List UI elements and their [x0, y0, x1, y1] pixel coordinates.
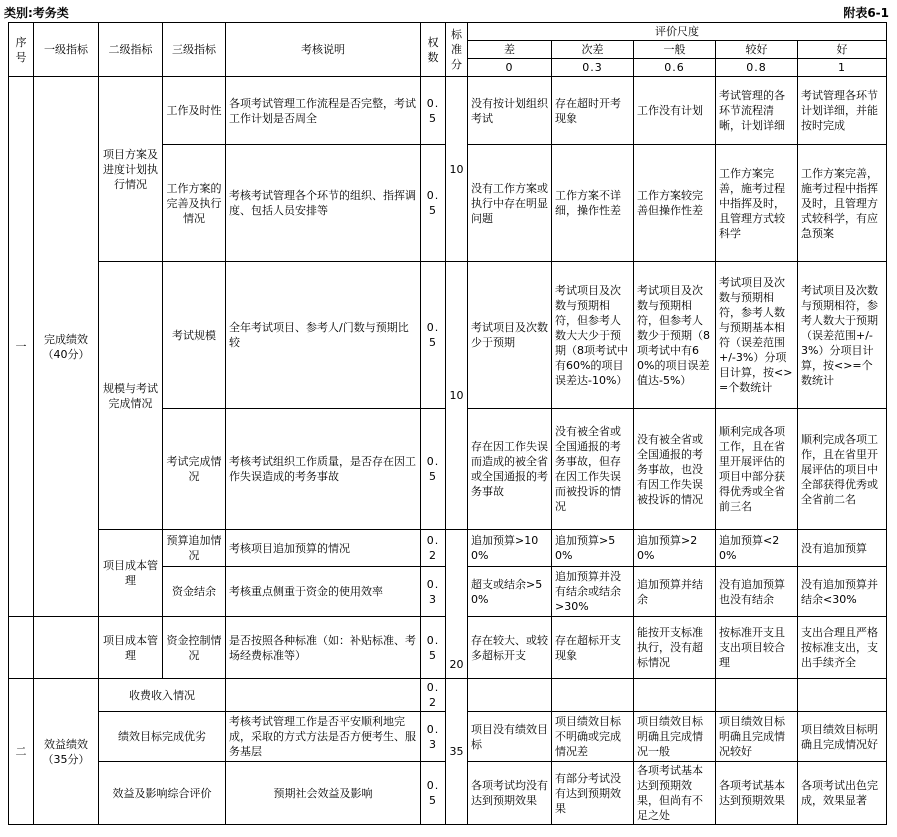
grade-value: 0.8 [716, 59, 798, 77]
grade-cell: 追加预算并结余 [634, 567, 716, 617]
grade-cell: 考试项目及次数与预期相符，参考人数与预期基本相符（误差范围+/-3%）分项目计算，按<>=个数统计 [716, 262, 798, 409]
desc-cell: 是否按照各种标准（如：补贴标准、考场经费标准等） [226, 617, 421, 679]
grade-cell: 没有被全省或全国通报的考务事故，也没有因工作失误被投诉的情况 [634, 409, 716, 530]
grade-cell: 存在超标开支现象 [552, 617, 634, 679]
mid-level2: 项目成本管理 [99, 617, 163, 679]
grade-cell: 项目绩效目标不明确或完成情况差 [552, 712, 634, 762]
grade-cell: 顺利完成各项工作，且在省里开展评估的项目中全部获得优秀或全省前二名 [798, 409, 887, 530]
grade-cell [468, 679, 552, 712]
grade-cell: 存在超时开考现象 [552, 77, 634, 145]
empty-level1-cell [34, 617, 99, 679]
grade-cell: 各项考试均没有达到预期效果 [468, 762, 552, 825]
grade-cell: 项目绩效目标明确且完成情况一般 [634, 712, 716, 762]
grade-cell: 项目绩效目标明确且完成情况较好 [716, 712, 798, 762]
grade-cell [716, 679, 798, 712]
desc-cell: 预期社会效益及影响 [226, 762, 421, 825]
weight-cell: 0.2 [421, 679, 446, 712]
grade-cell: 没有被全省或全国通报的考务事故，但存在因工作失误而被投诉的情况 [552, 409, 634, 530]
grade-cell: 考试管理的各环节流程清晰，计划详细 [716, 77, 798, 145]
grade-cell: 考试管理各环节计划详细，并能按时完成 [798, 77, 887, 145]
level3-cell: 考试完成情况 [163, 409, 226, 530]
desc-cell: 考核重点侧重于资金的使用效率 [226, 567, 421, 617]
grade-cell: 没有追加预算并结余<30% [798, 567, 887, 617]
level3-cell: 资金控制情况 [163, 617, 226, 679]
header-seq: 序号 [9, 23, 34, 77]
grade-cell: 工作方案不详细，操作性差 [552, 145, 634, 262]
weight-cell: 0.5 [421, 409, 446, 530]
grade-cell: 考试项目及次数与预期相符，但参考人数大大少于预期（8项考试中有60%的项目误差达-10%） [552, 262, 634, 409]
grade-cell: 工作方案完善，施考过程中指挥及时，且管理方式较科学，有应急预案 [798, 145, 887, 262]
grade-value: 0.3 [552, 59, 634, 77]
header-scale: 评价尺度 [468, 23, 887, 41]
header-row-top [9, 23, 887, 41]
grade-label: 差 [468, 41, 552, 59]
weight-cell: 0.5 [421, 145, 446, 262]
level3-cell: 考试规模 [163, 262, 226, 409]
groupC-standard: 20 [446, 530, 468, 679]
empty-seq-cell [9, 617, 34, 679]
grade-label: 好 [798, 41, 887, 59]
grade-label: 较好 [716, 41, 798, 59]
desc-cell: 各项考试管理工作流程是否完整，考试工作计划是否周全 [226, 77, 421, 145]
assessment-table [8, 22, 887, 825]
weight-cell: 0.5 [421, 762, 446, 825]
header-level3: 三级指标 [163, 23, 226, 77]
grade-value: 1 [798, 59, 887, 77]
grade-cell: 存在因工作失误而造成的被全省或全国通报的考务事故 [468, 409, 552, 530]
grade-label: 一般 [634, 41, 716, 59]
groupB-level2: 规模与考试完成情况 [99, 262, 163, 530]
grade-value: 0.6 [634, 59, 716, 77]
section2-item-label: 绩效目标完成优劣 [99, 712, 226, 762]
grade-cell: 没有追加预算也没有结余 [716, 567, 798, 617]
weight-cell: 0.3 [421, 567, 446, 617]
grade-cell: 有部分考试没有达到预期效果 [552, 762, 634, 825]
grade-cell: 考试项目及次数少于预期 [468, 262, 552, 409]
section2-item-label: 收费收入情况 [99, 679, 226, 712]
grade-cell: 存在较大、或较多超标开支 [468, 617, 552, 679]
grade-cell: 追加预算>100% [468, 530, 552, 567]
grade-cell: 追加预算并没有结余或结余>30% [552, 567, 634, 617]
grade-cell: 项目没有绩效目标 [468, 712, 552, 762]
desc-cell: 考核考试管理各个环节的组织、指挥调度、包括人员安排等 [226, 145, 421, 262]
grade-cell: 各项考试基本达到预期效果，但尚有不足之处 [634, 762, 716, 825]
grade-cell: 各项考试出色完成，效果显著 [798, 762, 887, 825]
grade-cell: 超支或结余>50% [468, 567, 552, 617]
groupA-level2: 项目方案及进度计划执行情况 [99, 77, 163, 262]
section2-seq: 二 [9, 679, 34, 825]
grade-cell: 考试项目及次数与预期相符，参考人数大于预期（误差范围+/-3%）分项目计算，按<>=个数统计 [798, 262, 887, 409]
desc-cell [226, 679, 421, 712]
level3-cell: 预算追加情况 [163, 530, 226, 567]
grade-cell: 没有按计划组织考试 [468, 77, 552, 145]
section2-standard: 35 [446, 679, 468, 825]
header-weight: 权数 [421, 23, 446, 77]
grade-cell: 顺利完成各项工作，且在省里开展评估的项目中部分获得优秀或全省前三名 [716, 409, 798, 530]
grade-value: 0 [468, 59, 552, 77]
weight-cell: 0.5 [421, 617, 446, 679]
desc-cell: 考核考试组织工作质量，是否存在因工作失误造成的考务事故 [226, 409, 421, 530]
groupB-standard: 10 [446, 262, 468, 530]
grade-cell: 考试项目及次数与预期相符，但参考人数少于预期（8项考试中有60%的项目误差值达-5%） [634, 262, 716, 409]
weight-cell: 0.2 [421, 530, 446, 567]
section1-level1: 完成绩效（40分） [34, 77, 99, 617]
grade-label: 次差 [552, 41, 634, 59]
section2-item-label: 效益及影响综合评价 [99, 762, 226, 825]
weight-cell: 0.5 [421, 77, 446, 145]
grade-cell: 按标准开支且支出项目较合理 [716, 617, 798, 679]
grade-cell: 各项考试基本达到预期效果 [716, 762, 798, 825]
header-level1: 一级指标 [34, 23, 99, 77]
groupC-level2: 项目成本管理 [99, 530, 163, 617]
grade-cell: 工作方案完善，施考过程中指挥及时，且管理方式较科学 [716, 145, 798, 262]
table-row [9, 679, 887, 712]
desc-cell: 全年考试项目、参考人/门数与预期比较 [226, 262, 421, 409]
category-label: 类别:考务类 [4, 6, 69, 20]
grade-cell [798, 679, 887, 712]
grade-cell: 追加预算>20% [634, 530, 716, 567]
level3-cell: 工作方案的完善及执行情况 [163, 145, 226, 262]
grade-cell: 追加预算<20% [716, 530, 798, 567]
table-row [9, 262, 887, 409]
grade-cell: 能按开支标准执行，没有超标情况 [634, 617, 716, 679]
grade-cell: 工作方案较完善但操作性差 [634, 145, 716, 262]
level3-cell: 资金结余 [163, 567, 226, 617]
weight-cell: 0.3 [421, 712, 446, 762]
desc-cell: 考核考试管理工作是否平安顺利地完成，采取的方式方法是否方便考生、服务基层 [226, 712, 421, 762]
section2-level1: 效益绩效（35分） [34, 679, 99, 825]
weight-cell: 0.5 [421, 262, 446, 409]
section1-seq: 一 [9, 77, 34, 617]
grade-cell: 没有追加预算 [798, 530, 887, 567]
grade-cell: 项目绩效目标明确且完成情况好 [798, 712, 887, 762]
header-standard: 标准分 [446, 23, 468, 77]
grade-cell: 没有工作方案或执行中存在明显问题 [468, 145, 552, 262]
header-desc: 考核说明 [226, 23, 421, 77]
level3-cell: 工作及时性 [163, 77, 226, 145]
grade-cell: 追加预算>50% [552, 530, 634, 567]
page-header [0, 0, 897, 22]
grade-cell: 支出合理且严格按标准支出，支出手续齐全 [798, 617, 887, 679]
grade-cell: 工作没有计划 [634, 77, 716, 145]
table-row [9, 77, 887, 145]
grade-cell [634, 679, 716, 712]
desc-cell: 考核项目追加预算的情况 [226, 530, 421, 567]
table-row [9, 530, 887, 567]
grade-cell [552, 679, 634, 712]
table-id-label: 附表6-1 [843, 6, 889, 20]
groupA-standard: 10 [446, 77, 468, 262]
header-level2: 二级指标 [99, 23, 163, 77]
